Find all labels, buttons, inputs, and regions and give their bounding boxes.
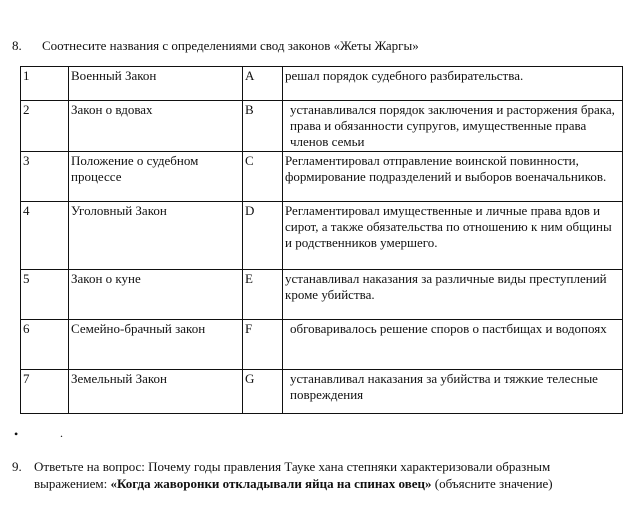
law-definition: Регламентировал имущественные и личные права вдов и сирот, а также обязательства по отношению к ним общины и родственников умершего. xyxy=(283,202,623,270)
definition-letter: E xyxy=(243,270,283,320)
law-name: Положение о судебном процессе xyxy=(69,152,243,202)
definition-letter: F xyxy=(243,320,283,370)
row-number: 7 xyxy=(21,370,69,414)
law-definition: устанавливал наказания за убийства и тяжкие телесные повреждения xyxy=(283,370,623,414)
law-name: Закон о куне xyxy=(69,270,243,320)
row-number: 2 xyxy=(21,101,69,152)
table-row xyxy=(21,202,623,270)
definition-letter: C xyxy=(243,152,283,202)
law-name: Уголовный Закон xyxy=(69,202,243,270)
row-number: 5 xyxy=(21,270,69,320)
question-9-number: 9. xyxy=(12,459,22,474)
question-9-suffix: (объясните значение) xyxy=(431,476,553,491)
law-definition: устанавливал наказания за различные виды преступлений кроме убийства. xyxy=(283,270,623,320)
law-name: Семейно-брачный закон xyxy=(69,320,243,370)
table-row xyxy=(21,370,623,414)
question-8-number: 8. xyxy=(12,38,22,53)
law-definition: обговаривалось решение споров о пастбищах и водопоях xyxy=(283,320,623,370)
law-name: Земельный Закон xyxy=(69,370,243,414)
law-definition: решал порядок судебного разбирательства. xyxy=(283,67,623,101)
law-name: Военный Закон xyxy=(69,67,243,101)
law-definition: Регламентировал отправление воинской повинности, формирование подразделений и выборов военачальников. xyxy=(283,152,623,202)
definition-letter: B xyxy=(243,101,283,152)
definition-letter: A xyxy=(243,67,283,101)
law-definition: устанавливался порядок заключения и расторжения брака, права и обязанности супругов, имущественные права членов семьи xyxy=(283,101,623,152)
question-9 xyxy=(12,458,632,492)
question-9-line2 xyxy=(12,475,632,492)
law-name: Закон о вдовах xyxy=(69,101,243,152)
table-row xyxy=(21,270,623,320)
question-9-quote: «Когда жаворонки откладывали яйца на спинах овец» xyxy=(110,476,432,491)
table-row xyxy=(21,152,623,202)
question-8 xyxy=(12,38,419,54)
row-number: 6 xyxy=(21,320,69,370)
question-8-text: Соотнесите названия с определениями свод законов «Жеты Жаргы» xyxy=(42,38,419,53)
row-number: 1 xyxy=(21,67,69,101)
question-9-line1: Ответьте на вопрос: Почему годы правления Тауке хана степняки характеризовали образным xyxy=(34,459,551,474)
table-row xyxy=(21,320,623,370)
row-number: 4 xyxy=(21,202,69,270)
table-row xyxy=(21,101,623,152)
matching-table xyxy=(20,66,623,414)
stray-dot: . xyxy=(60,426,63,440)
bullet-point: • xyxy=(14,427,19,441)
definition-letter: D xyxy=(243,202,283,270)
row-number: 3 xyxy=(21,152,69,202)
definition-letter: G xyxy=(243,370,283,414)
question-9-prefix: выражением: xyxy=(34,476,111,491)
table-row xyxy=(21,67,623,101)
